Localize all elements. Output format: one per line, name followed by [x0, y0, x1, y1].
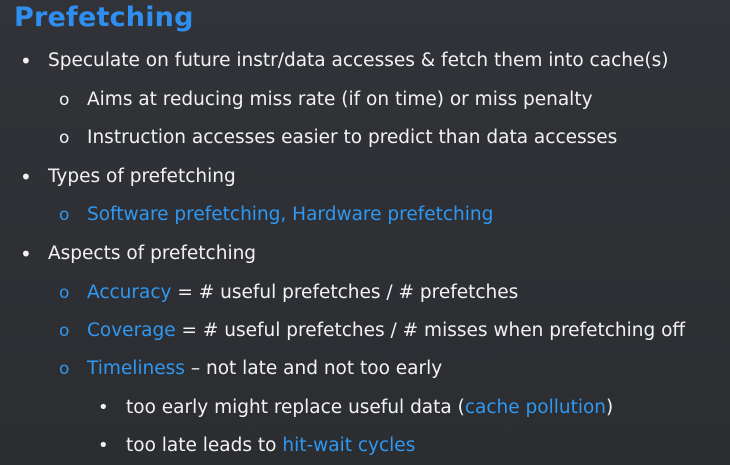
sub-bullet-instruction — [0, 126, 730, 150]
circle-bullet-icon: o — [59, 283, 70, 303]
sub-bullet-aims — [0, 88, 730, 112]
bullet-text: Aspects of prefetching — [48, 243, 257, 264]
sub-bullet-text — [87, 319, 685, 343]
bullet-dot-icon: • — [20, 165, 32, 189]
sub-bullet-text — [87, 357, 442, 381]
term-coverage: Coverage — [87, 320, 176, 341]
bullet-dot-icon: • — [20, 242, 32, 266]
sub-sub-bullet-text — [126, 396, 613, 420]
sub-bullet-text: Instruction accesses easier to predict than data accesses — [87, 127, 618, 148]
sub-bullet-timeliness — [0, 357, 730, 381]
definition-accuracy: = # useful prefetches / # prefetches — [171, 282, 519, 303]
sub-bullet-text — [87, 281, 518, 305]
bullet-aspects — [0, 242, 730, 266]
definition-coverage: = # useful prefetches / # misses when prefetching off — [175, 320, 686, 341]
term-accuracy: Accuracy — [87, 282, 172, 303]
circle-bullet-icon: o — [59, 321, 70, 341]
term-cache-pollution: cache pollution — [464, 397, 607, 418]
term-hit-wait-cycles: hit-wait cycles — [282, 435, 416, 456]
sub-sub-bullet-early — [0, 396, 730, 420]
bullet-dot-icon: • — [98, 397, 109, 418]
bullet-dot-icon: • — [98, 435, 109, 456]
circle-bullet-icon: o — [59, 90, 70, 110]
sub-bullet-accuracy — [0, 281, 730, 305]
definition-timeliness: – not late and not too early — [184, 358, 443, 379]
late-text: too late leads to — [126, 435, 283, 456]
bullet-text: Types of prefetching — [48, 166, 236, 187]
early-text: too early might replace useful data ( — [126, 397, 465, 418]
sub-bullet-text: Aims at reducing miss rate (if on time) or miss penalty — [87, 89, 593, 110]
circle-bullet-icon: o — [59, 359, 70, 379]
early-close: ) — [606, 397, 614, 418]
bullet-dot-icon: • — [20, 49, 32, 73]
slide-title: Prefetching — [14, 2, 194, 33]
circle-bullet-icon: o — [59, 205, 70, 225]
term-timeliness: Timeliness — [87, 358, 185, 379]
sub-sub-bullet-late — [0, 434, 730, 458]
circle-bullet-icon: o — [59, 128, 70, 148]
bullet-speculate — [0, 49, 730, 73]
sub-bullet-types — [0, 203, 730, 227]
sub-sub-bullet-text — [126, 434, 415, 458]
bullet-types — [0, 165, 730, 189]
sub-bullet-coverage — [0, 319, 730, 343]
sub-bullet-text: Software prefetching, Hardware prefetching — [87, 204, 494, 225]
bullet-text: Speculate on future instr/data accesses & fetch them into cache(s) — [48, 50, 669, 71]
